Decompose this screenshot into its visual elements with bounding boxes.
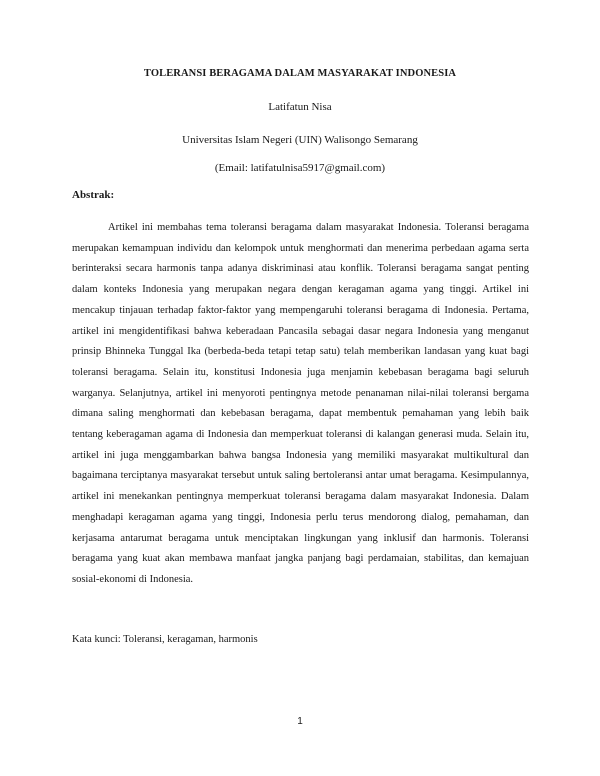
keywords-line: Kata kunci: Toleransi, keragaman, harmonis bbox=[72, 634, 258, 645]
author-name: Latifatun Nisa bbox=[268, 101, 332, 113]
paper-title: TOLERANSI BERAGAMA DALAM MASYARAKAT INDONESIA bbox=[143, 68, 457, 79]
page-number: 1 bbox=[297, 716, 303, 727]
abstract-body: Artikel ini membahas tema toleransi beragama dalam masyarakat Indonesia. Toleransi beragama merupakan kemampuan individu dan kelompok untuk menghormati dan menerima perbedaan agama serta berinteraksi secara harmonis tanpa adanya diskriminasi atau konflik. Toleransi beragama sangat penting dalam konteks Indonesia yang merupakan negara dengan keragaman agama yang tinggi. Artikel ini mencakup tinjauan terhadap faktor-faktor yang mempengaruhi toleransi beragama di Indonesia. Pertama, artikel ini mengidentifikasi bahwa keberadaan Pancasila sebagai dasar negara Indonesia yang menganut prinsip Bhinneka Tunggal Ika (berbeda-beda tetapi tetap satu) telah memberikan landasan yang kuat bagi toleransi beragama. Selain itu, konstitusi Indonesia juga menjamin kebebasan beragama bagi seluruh warganya. Selanjutnya, artikel ini menyoroti pentingnya metode penanaman nilai-nilai toleransi bergama dimana saling menghormati dan kebebasan beragama, dapat membentuk pemahaman yang lebih baik tentang keberagaman agama di Indonesia dan memperkuat toleransi di kalangan generasi muda. Selain itu, artikel ini juga menggambarkan bahwa bangsa Indonesia yang memiliki masyarakat multikultural dan bagaimana terciptanya masyarakat tersebut untuk saling bertoleransi antar umat beragama. Kesimpulannya, artikel ini menekankan pentingnya memperkuat toleransi beragama dalam masyarakat Indonesia. Dalam menghadapi keragaman agama yang tinggi, Indonesia perlu terus mendorong dialog, pemahaman, dan kerjasama antarumat beragama untuk menciptakan lingkungan yang inklusif dan harmonis. Toleransi beragama yang kuat akan membawa manfaat jangka panjang bagi perdamaian, stabilitas, dan kemajuan sosial-ekonomi di Indonesia. bbox=[72, 222, 529, 585]
author-email: (Email: latifatulnisa5917@gmail.com) bbox=[214, 162, 386, 174]
author-affiliation: Universitas Islam Negeri (UIN) Walisongo Semarang bbox=[182, 134, 418, 146]
abstract-heading: Abstrak: bbox=[72, 189, 115, 201]
